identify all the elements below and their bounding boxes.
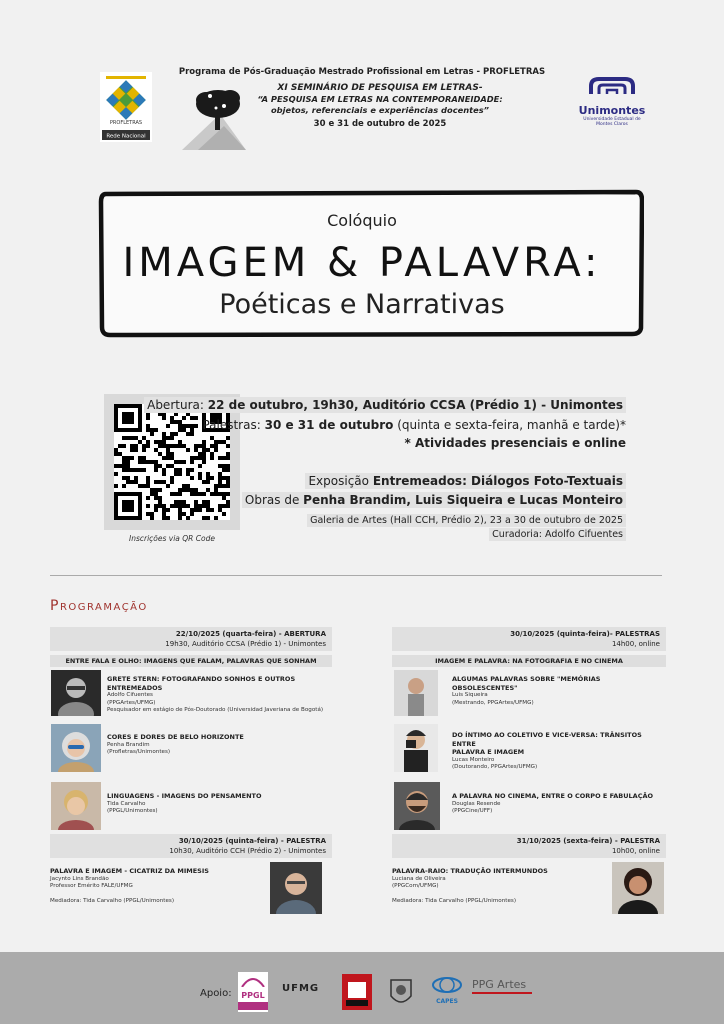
capes-text: CAPES bbox=[436, 998, 458, 1005]
palestras-label: Palestras: bbox=[202, 418, 261, 432]
talk-title: DO ÍNTIMO AO COLETIVO E VICE-VERSA: TRÂNSITOS ENTRE bbox=[452, 731, 642, 748]
abertura-line bbox=[144, 398, 626, 412]
program-name: Programa de Pós-Graduação Mestrado Profissional em Letras - PROFLETRAS bbox=[178, 67, 546, 77]
right-band-line2: 14h00, online bbox=[611, 640, 660, 648]
belo-horizonte-logo bbox=[342, 974, 372, 1010]
apoio-label: Apoio: bbox=[200, 988, 232, 999]
photo-luis bbox=[394, 670, 438, 716]
seminar-tree-logo bbox=[180, 86, 248, 150]
seminar-line1: XI SEMINÁRIO DE PESQUISA EM LETRAS- bbox=[277, 83, 483, 93]
photo-jacynto bbox=[270, 862, 322, 914]
left-day-band-2 bbox=[50, 834, 332, 858]
talk-speaker: Penha Brandim bbox=[107, 741, 150, 748]
expo-label: Exposição bbox=[308, 474, 369, 488]
atividades-line bbox=[404, 436, 626, 450]
ppgl-text: PPGL bbox=[241, 991, 265, 1000]
right-day-band bbox=[392, 627, 666, 651]
expo-value: Entremeados: Diálogos Foto-Textuais bbox=[372, 474, 623, 488]
talk-title: CORES E DORES DE BELO HORIZONTE bbox=[107, 733, 244, 741]
right-theme: IMAGEM E PALAVRA: NA FOTOGRAFIA E NO CINEMA bbox=[392, 655, 666, 667]
talk-mediator: Mediadora: Tida Carvalho (PPGL/Unimontes) bbox=[50, 897, 174, 904]
obras-value: Penha Brandim, Luis Siqueira e Lucas Monteiro bbox=[303, 493, 623, 507]
right-talk-keynote bbox=[392, 867, 602, 905]
ufmg-text: UFMG bbox=[282, 983, 320, 994]
talk-affiliation: (Doutorando, PPGArtes/UFMG) bbox=[452, 764, 538, 770]
talk-affiliation: (Mestrando, PPGArtes/UFMG) bbox=[452, 699, 534, 706]
qr-code[interactable] bbox=[104, 394, 240, 530]
left-theme: ENTRE FALA E OLHO: IMAGENS QUE FALAM, PALAVRAS QUE SONHAM bbox=[50, 655, 332, 667]
palestras-rest: (quinta e sexta-feira, manhã e tarde)* bbox=[397, 418, 626, 432]
left-talk-1 bbox=[107, 675, 332, 715]
talk-title: ALGUMAS PALAVRAS SOBRE "MEMÓRIAS OBSOLESCENTES" bbox=[452, 675, 601, 692]
section-divider bbox=[50, 575, 662, 576]
talk-speaker: Tida Carvalho bbox=[107, 800, 146, 807]
ufmg-logo bbox=[282, 983, 319, 994]
seminar-line3: objetos, referenciais e experiências docentes” bbox=[270, 105, 490, 115]
obras-line bbox=[242, 493, 626, 507]
programacao-title: Programação bbox=[50, 598, 148, 614]
right-band-line1: 30/10/2025 (quinta-feira)- PALESTRAS bbox=[510, 630, 660, 638]
ppgartes-text: PPG Artes bbox=[472, 978, 527, 991]
talk-title: PALAVRA-RAIO: TRADUÇÃO INTERMUNDOS bbox=[392, 867, 548, 875]
capes-logo bbox=[430, 976, 464, 1006]
abertura-label: Abertura: bbox=[147, 398, 204, 412]
curadoria-text: Curadoria: Adolfo Cifuentes bbox=[489, 528, 626, 541]
talk-title: GRETE STERN: FOTOGRAFANDO SONHOS E OUTROS ENTREMEADOS bbox=[107, 675, 296, 692]
seminar-dates: 30 e 31 de outubro de 2025 bbox=[313, 119, 447, 129]
talk-title-cont: PALAVRA E IMAGEM bbox=[452, 748, 525, 756]
expo-line bbox=[305, 474, 626, 488]
unimontes-icon bbox=[587, 76, 637, 98]
profletras-logo bbox=[100, 72, 152, 142]
atividades-text: * Atividades presenciais e online bbox=[404, 436, 626, 450]
photo-lucas bbox=[394, 724, 438, 772]
unimontes-logo bbox=[576, 76, 648, 127]
right-talk-1 bbox=[452, 675, 666, 707]
talk-note: Pesquisador em estágio de Pós-Doutorado (Universidad Javeriana de Bogotá) bbox=[107, 707, 324, 713]
right-day-band-2 bbox=[392, 834, 666, 858]
abertura-value: 22 de outubro, 19h30, Auditório CCSA (Prédio 1) - Unimontes bbox=[207, 398, 623, 412]
left-talk-3 bbox=[107, 792, 332, 816]
talk-affiliation: (Profletras/Unimontes) bbox=[107, 749, 171, 755]
talk-affiliation: (PPGL/Unimontes) bbox=[107, 808, 158, 814]
photo-douglas bbox=[394, 782, 440, 830]
obras-label: Obras de bbox=[244, 493, 300, 507]
left-band2-line2: 10h30, Auditório CCH (Prédio 2) - Unimontes bbox=[169, 847, 326, 855]
left-talk-keynote bbox=[50, 867, 260, 905]
photo-luciana bbox=[612, 862, 664, 914]
galeria-text: Galeria de Artes (Hall CCH, Prédio 2), 23 a 30 de outubro de 2025 bbox=[307, 514, 626, 527]
talk-speaker: Douglas Resende bbox=[452, 800, 501, 807]
left-band2-line1: 30/10/2025 (quinta-feira) - PALESTRA bbox=[178, 837, 326, 845]
rede-label: Rede Nacional bbox=[106, 133, 146, 140]
palestras-bold: 30 e 31 de outubro bbox=[264, 418, 394, 432]
palestras-line bbox=[202, 418, 626, 432]
left-band-line1: 22/10/2025 (quarta-feira) - ABERTURA bbox=[175, 630, 326, 638]
seminar-block bbox=[250, 83, 510, 130]
ppgartes-logo bbox=[472, 978, 532, 994]
ppgl-logo bbox=[238, 972, 268, 1012]
right-talk-2 bbox=[452, 731, 666, 772]
unimontes-subtitle: Universidade Estadual de Montes Claros bbox=[583, 117, 641, 127]
left-talk-2 bbox=[107, 733, 332, 757]
talk-speaker: Luis Siqueira bbox=[452, 692, 488, 698]
ppgl-icon bbox=[238, 973, 268, 987]
right-band2-line2: 10h00, online bbox=[611, 847, 660, 855]
talk-mediator: Mediadora: Tida Carvalho (PPGL/Unimontes) bbox=[392, 897, 516, 904]
curadoria-line bbox=[489, 529, 626, 540]
photo-tida bbox=[51, 782, 101, 830]
event-subtitle: Poéticas e Narrativas bbox=[219, 289, 505, 320]
right-band2-line1: 31/10/2025 (sexta-feira) - PALESTRA bbox=[516, 837, 660, 845]
photo-adolfo bbox=[51, 670, 101, 716]
talk-speaker: Lucas Monteiro bbox=[452, 756, 495, 763]
galeria-line bbox=[307, 515, 626, 526]
unimontes-name: Unimontes bbox=[578, 104, 646, 117]
left-band-line2: 19h30, Auditório CCSA (Prédio 1) - Unimontes bbox=[165, 640, 326, 648]
seminar-line2: “A PESQUISA EM LETRAS NA CONTEMPORANEIDADE: bbox=[257, 94, 503, 104]
talk-speaker: Adolfo Cifuentes bbox=[107, 692, 153, 698]
talk-affiliation: (PPGCom/UFMG) bbox=[392, 883, 439, 889]
photo-penha bbox=[51, 724, 101, 772]
qr-caption: Inscrições via QR Code bbox=[129, 534, 215, 543]
right-talk-3 bbox=[452, 792, 666, 816]
capes-icon bbox=[430, 976, 464, 994]
talk-speaker: Luciana de Oliveira bbox=[392, 875, 446, 882]
left-day-band bbox=[50, 627, 332, 651]
talk-affiliation: Professor Emérito FALE/UFMG bbox=[50, 883, 133, 889]
talk-title: LINGUAGENS - IMAGENS DO PENSAMENTO bbox=[107, 792, 262, 800]
talk-speaker: Jacynto Lins Brandão bbox=[50, 875, 109, 882]
university-seal bbox=[388, 974, 414, 1010]
event-title: IMAGEM & PALAVRA: bbox=[122, 240, 602, 286]
event-type: Colóquio bbox=[327, 211, 397, 230]
talk-affiliation: (PPGCine/UFF) bbox=[452, 808, 493, 814]
talk-affiliation: (PPGArtes/UFMG) bbox=[107, 699, 156, 706]
profletras-label: PROFLETRAS bbox=[109, 120, 143, 126]
talk-title: PALAVRA E IMAGEM - CICATRIZ DA MIMESIS bbox=[50, 867, 209, 875]
talk-title: A PALAVRA NO CINEMA, ENTRE O CORPO E FABULAÇÃO bbox=[452, 792, 654, 800]
